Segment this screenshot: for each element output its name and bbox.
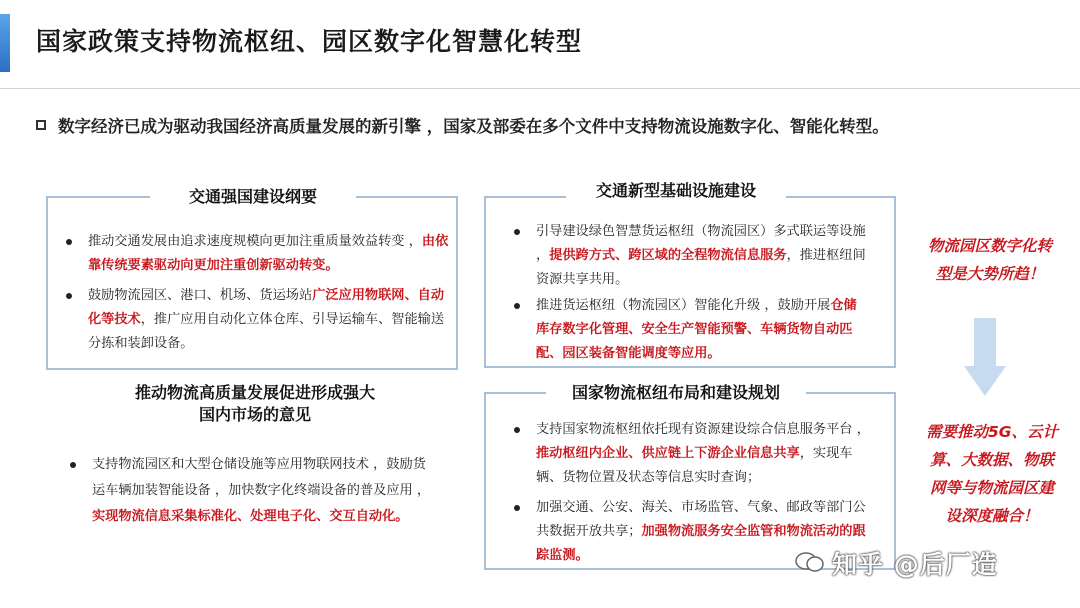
chat-bubble-icon (795, 550, 825, 574)
arrow-down-icon (964, 318, 1006, 396)
square-bullet-icon (36, 120, 46, 130)
page-title: 国家政策支持物流枢纽、园区数字化智慧化转型 (36, 27, 583, 56)
bullet-dot-icon (514, 303, 520, 309)
watermark: 知乎 @后厂造 (832, 550, 998, 579)
title-divider (0, 88, 1080, 89)
bullet-dot-icon (66, 293, 72, 299)
intro-text: 数字经济已成为驱动我国经济高质量发展的新引擎 ，国家及部委在多个文件中支持物流设施数字化、智能化转型。 (58, 117, 889, 136)
bullet-dot-icon (514, 229, 520, 235)
bullet-dot-icon (514, 505, 520, 511)
bullet-dot-icon (514, 427, 520, 433)
box-heading: 交通强国建设纲要 (150, 186, 356, 208)
list-item: 支持国家物流枢纽依托现有资源建设综合信息服务平台 ，推动枢纽内企业、供应链上下游企业信息共享，实现车辆、货物位置及状态等信息实时查询； (536, 418, 876, 490)
list-item: 引导建设绿色智慧货运枢纽（物流园区）多式联运等设施 ，提供跨方式、跨区域的全程物流信息服务，推进枢纽间资源共享共用。 (536, 220, 868, 292)
trend-callout: 物流园区数字化转 型是大势所趋！ (927, 237, 1052, 283)
box-heading: 交通新型基础设施建设 (566, 180, 786, 202)
list-item: 支持物流园区和大型仓储设施等应用物联网技术 ，鼓励货运车辆加装智能设备 ，加快数字化终端设备的普及应用 ，实现物流信息采集标准化、处理电子化、交互自动化。 (92, 452, 432, 530)
list-item: 鼓励物流园区、港口、机场、货运场站广泛应用物联网、自动化等技术，推广应用自动化立体仓库、引导运输车、智能输送分拣和装卸设备。 (88, 284, 450, 356)
list-item: 推动交通发展由追求速度规模向更加注重质量效益转变 ，由依靠传统要素驱动向更加注重创新驱动转变。 (88, 230, 450, 278)
box-heading: 国家物流枢纽布局和建设规划 (546, 382, 806, 404)
bullet-dot-icon (66, 239, 72, 245)
box-heading: 推动物流高质量发展促进形成强大 国内市场的意见 (90, 382, 420, 426)
title-accent-bar (0, 14, 10, 72)
bullet-dot-icon (70, 462, 76, 468)
integration-callout: 需要推动5G、云计 算、大数据、物联 网等与物流园区建 设深度融合！ (925, 423, 1058, 525)
list-item: 加强交通、公安、海关、市场监管、气象、邮政等部门公共数据开放共享；加强物流服务安全监管和物流活动的跟踪监测。 (536, 496, 876, 568)
list-item: 推进货运枢纽（物流园区）智能化升级 ，鼓励开展仓储库存数字化管理、安全生产智能预警、车辆货物自动匹配、园区装备智能调度等应用。 (536, 294, 868, 366)
